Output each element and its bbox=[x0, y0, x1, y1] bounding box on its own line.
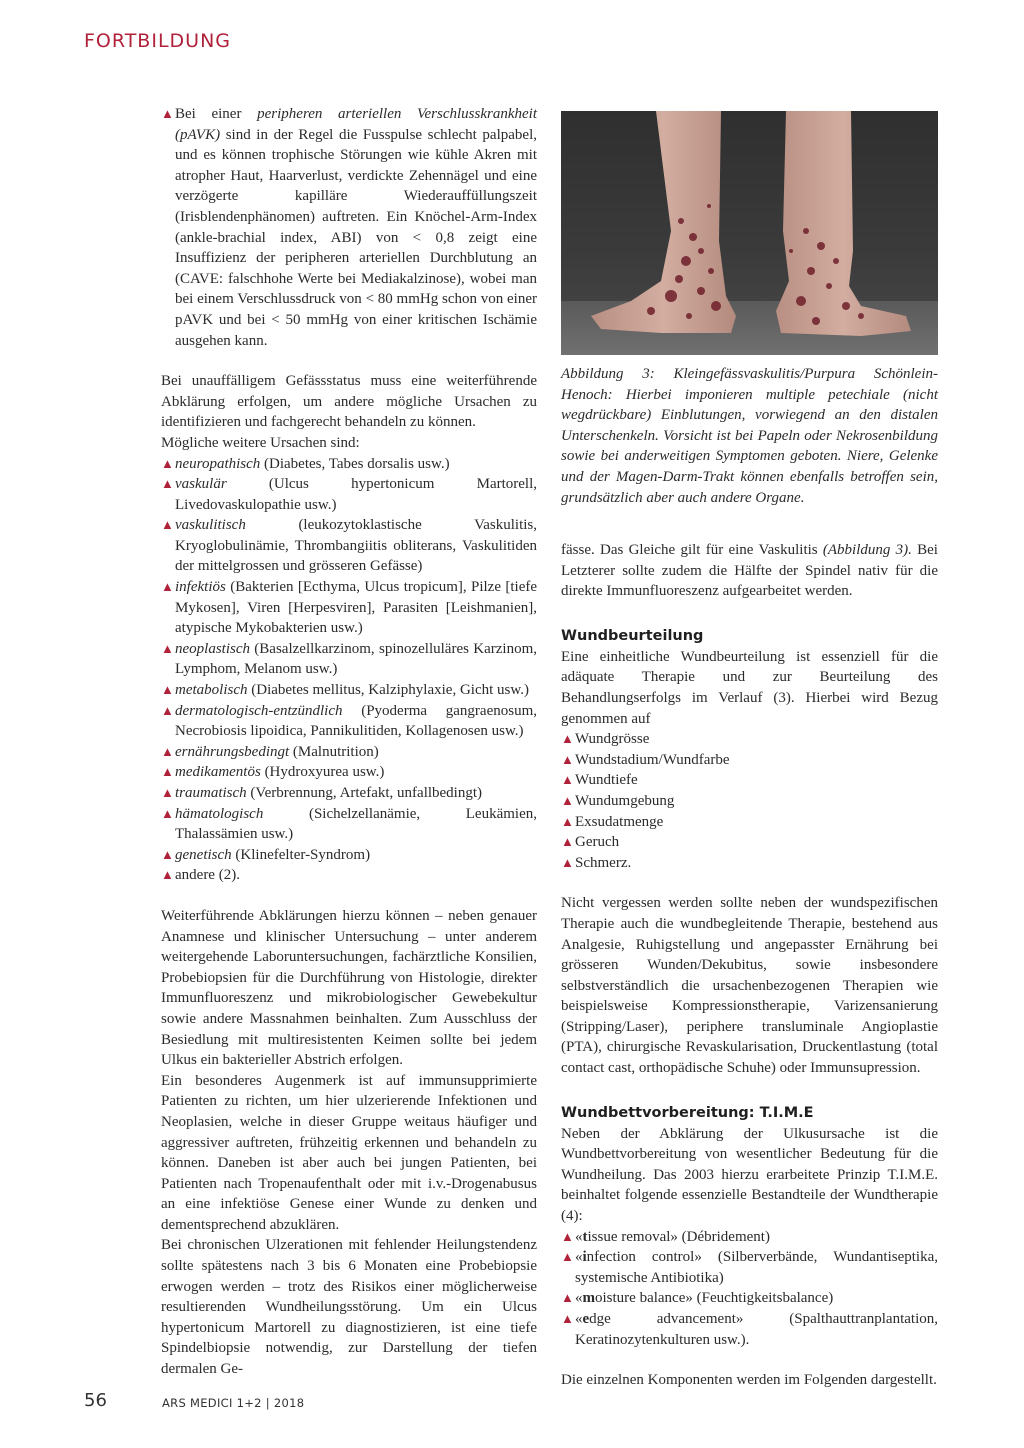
list-item: ▲vaskulitisch (leukozytoklastische Vaskulitis, Kryoglobulinämie, Thrombangiitis obliterans, Vaskulitiden der mittelgrossen und grösseren Gefässe) bbox=[161, 517, 537, 575]
triangle-bullet-icon: ▲ bbox=[161, 640, 174, 656]
triangle-bullet-icon: ▲ bbox=[561, 792, 574, 808]
triangle-bullet-icon: ▲ bbox=[561, 834, 574, 850]
closing-paragraph: Die einzelnen Komponenten werden im Folgenden dargestellt. bbox=[561, 1372, 937, 1389]
list-item: ▲Wundtiefe bbox=[561, 770, 938, 791]
triangle-bullet-icon: ▲ bbox=[161, 106, 174, 121]
heading-wundbeurteilung: Wundbeurteilung bbox=[561, 627, 704, 644]
figure-photo bbox=[561, 111, 938, 355]
triangle-bullet-icon: ▲ bbox=[161, 743, 174, 759]
list-item: ▲Schmerz. bbox=[561, 853, 938, 874]
triangle-bullet-icon: ▲ bbox=[161, 517, 174, 533]
list-item: ▲«tissue removal» (Débridement) bbox=[561, 1227, 938, 1248]
list-item: ▲infektiös (Bakterien [Ecthyma, Ulcus tropicum], Pilze [tiefe Mykosen], Viren [Herpesviren], Parasiten [Leishmanien], atypische Mykobakterien usw.) bbox=[161, 579, 537, 637]
body-paragraph: Bei chronischen Ulzerationen mit fehlender Heilungstendenz sollte spätestens nach 3 bis 6 Monaten eine Probebiopsie erwogen werden – trotz des Risikos einer möglicherweise resultierenden Wundheilungsstörung. Um ein Ulcus hypertonicum Martorell zu diagnostizieren, ist eine tiefe Spindelbiopsie notwendig, zur Darstellung der tiefen dermalen Ge- bbox=[161, 1237, 537, 1378]
right-column bbox=[561, 540, 938, 1391]
list-item: ▲genetisch (Klinefelter-Syndrom) bbox=[161, 845, 537, 866]
body-paragraph: fässe. Das Gleiche gilt für eine Vaskulitis (Abbildung 3). Bei Letzterer sollte zudem die Hälfte der Spindel nativ für die direkte Immunfluoreszenz aufgearbeitet werden. bbox=[561, 542, 938, 600]
triangle-bullet-icon: ▲ bbox=[561, 1311, 574, 1326]
figure-caption: Abbildung 3: Kleingefässvaskulitis/Purpura Schönlein-Henoch: Hierbei imponieren multiple petechiale (nicht wegdrückbare) Einblutungen, vorwiegend an den distalen Unterschenkeln. Vorsicht ist bei Papeln oder Nekrosenbildung sowie bei anderweitigen Symptomen geboten. Niere, Gelenke und der Magen-Darm-Trakt können ebenfalls betroffen sein, grundsätzlich aber auch andere Organe. bbox=[561, 366, 938, 506]
triangle-bullet-icon: ▲ bbox=[561, 854, 574, 870]
triangle-bullet-icon: ▲ bbox=[561, 813, 574, 829]
list-item: ▲neuropathisch (Diabetes, Tabes dorsalis usw.) bbox=[161, 454, 537, 475]
list-item: ▲«infection control» (Silberverbände, Wundantiseptika, systemische Antibiotika) bbox=[561, 1249, 938, 1286]
footer bbox=[84, 1390, 107, 1411]
list-item: ▲medikamentös (Hydroxyurea usw.) bbox=[161, 762, 537, 783]
triangle-bullet-icon: ▲ bbox=[161, 785, 174, 800]
causes-list bbox=[161, 454, 537, 886]
triangle-bullet-icon: ▲ bbox=[161, 846, 174, 862]
triangle-bullet-icon: ▲ bbox=[161, 805, 174, 821]
list-item: ▲«moisture balance» (Feuchtigkeitsbalance) bbox=[561, 1288, 938, 1309]
wound-assessment-list bbox=[561, 729, 938, 873]
triangle-bullet-icon: ▲ bbox=[561, 1228, 574, 1244]
body-paragraph: Neben der Abklärung der Ulkusursache ist die Wundbettvorbereitung von wesentlicher Bedeutung für die Wundheilung. Das 2003 hierzu erarbeitete Prinzip T.I.M.E. beinhaltet folgende essenzielle Bestandteile der Wundtherapie (4): bbox=[561, 1125, 938, 1225]
triangle-bullet-icon: ▲ bbox=[561, 731, 574, 747]
triangle-bullet-icon: ▲ bbox=[561, 772, 574, 788]
list-item: ▲Wundumgebung bbox=[561, 791, 938, 812]
heading-time: Wundbettvorbereitung: T.I.M.E bbox=[561, 1104, 814, 1121]
triangle-bullet-icon: ▲ bbox=[161, 702, 174, 718]
section-header: FORTBILDUNG bbox=[84, 30, 232, 52]
pavk-paragraph: ▲Bei einer peripheren arteriellen Verschlusskrankheit (pAVK) sind in der Regel die Fusspulse schlecht palpabel, und es können trophische Störungen wie kühle Akren mit atropher Haut, Haarverlust, verdickte Zehennägel und eine verzögerte kapilläre Wiederauffüllungszeit (Irisblendenphänomen) auftreten. Ein Knöchel-Arm-Index (ankle-brachial index, ABI) von < 0,8 zeigt eine Insuffizienz der peripheren arteriellen Durchblutung an (CAVE: falschhohe Werte bei Mediakalzinose), wobei man bei einem Verschlussdruck von < 80 mmHg schon von einer pAVK und bei < 50 mmHg von einer kritischen Ischämie ausgehen kann. bbox=[161, 106, 537, 349]
list-item: ▲dermatologisch-entzündlich (Pyoderma gangraenosum, Necrobiosis lipoidica, Pannikulitiden, Kollagenosen usw.) bbox=[161, 702, 537, 740]
list-item: ▲neoplastisch (Basalzellkarzinom, spinozelluläres Karzinom, Lymphom, Melanom usw.) bbox=[161, 640, 537, 678]
triangle-bullet-icon: ▲ bbox=[561, 751, 574, 767]
body-paragraph: Weiterführende Abklärungen hierzu können – neben genauer Anamnese und klinischer Untersuchung – unter anderem weitergehende Laboruntersuchungen, fachärztliche Konsilien, Probebiopsien für die Durchführung von Histologie, direkter Immunfluoreszenz und mikrobiologischer Gewebekultur sowie andere Massnahmen beinhalten. Zum Ausschluss der Besiedlung mit multiresistenten Keimen sollte bei jedem Ulkus ein bakterieller Abstrich erfolgen. bbox=[161, 907, 537, 1069]
body-paragraph: Mögliche weitere Ursachen sind: bbox=[161, 434, 360, 451]
triangle-bullet-icon: ▲ bbox=[161, 682, 174, 698]
list-item: ▲Geruch bbox=[561, 832, 938, 853]
figure-reference: (Abbildung 3). bbox=[822, 542, 912, 558]
left-column bbox=[161, 104, 537, 1380]
list-item: ▲Wundgrösse bbox=[561, 729, 938, 750]
list-item: ▲ernährungsbedingt (Malnutrition) bbox=[161, 742, 537, 763]
triangle-bullet-icon: ▲ bbox=[161, 764, 174, 780]
triangle-bullet-icon: ▲ bbox=[161, 579, 174, 595]
page-number: 56 bbox=[84, 1390, 107, 1411]
body-paragraph: Ein besonderes Augenmerk ist auf immunsupprimierte Patienten zu richten, um hier ulzerierende Infektionen und Neoplasien, welche in dieser Gruppe weitaus häufiger und aggressiver auftreten, frühzeitig erkennen und behandeln zu können. Daneben ist aber auch bei jungen Patienten, bei Patienten nach Tropenaufenthalt oder mit i.v.-Drogenabusus an eine infektiöse Genese einer Wunde zu denken und dementsprechend abzuklären. bbox=[161, 1072, 537, 1233]
time-list bbox=[561, 1227, 938, 1351]
list-item: ▲Exsudatmenge bbox=[561, 812, 938, 833]
list-item: ▲metabolisch (Diabetes mellitus, Kalziphylaxie, Gicht usw.) bbox=[161, 680, 537, 701]
list-item: ▲vaskulär (Ulcus hypertonicum Martorell, Livedovaskulopathie usw.) bbox=[161, 476, 537, 513]
legs-photo-illustration bbox=[561, 111, 938, 355]
list-item: ▲Wundstadium/Wundfarbe bbox=[561, 750, 938, 771]
list-item: ▲traumatisch (Verbrennung, Artefakt, unfallbedingt) bbox=[161, 783, 537, 804]
triangle-bullet-icon: ▲ bbox=[161, 455, 174, 471]
list-item: ▲hämatologisch (Sichelzellanämie, Leukämien, Thalassämien usw.) bbox=[161, 805, 537, 843]
triangle-bullet-icon: ▲ bbox=[161, 867, 174, 883]
list-item: ▲«edge advancement» (Spalthauttranplantation, Keratinozytenkulturen usw.). bbox=[561, 1311, 938, 1348]
body-paragraph: Nicht vergessen werden sollte neben der wundspezifischen Therapie auch die wundbegleitende Therapie, bestehend aus Analgesie, Ruhigstellung und angepasster Ernährung bei grösseren Wunden/Dekubitus, sowie insbesondere selbstverständlich die ursachenbezogenen Therapien wie beispielsweise Kompressionstherapie, Varizensanierung (Stripping/Laser), periphere transluminale Angioplastie (PTA), chirurgische Revaskularisation, Druckentlastung (total contact cast, orthopädische Schuhe) oder Immunsupression. bbox=[561, 895, 938, 1077]
triangle-bullet-icon: ▲ bbox=[561, 1249, 574, 1265]
journal-name: ARS MEDICI 1+2 | 2018 bbox=[162, 1396, 305, 1410]
triangle-bullet-icon: ▲ bbox=[161, 476, 174, 492]
triangle-bullet-icon: ▲ bbox=[561, 1290, 574, 1306]
list-item: ▲andere (2). bbox=[161, 865, 537, 886]
body-paragraph: Eine einheitliche Wundbeurteilung ist essenziell für die adäquate Therapie und zur Beurteilung des Behandlungserfolgs im Verlauf (3). Hierbei wird Bezug genommen auf bbox=[561, 648, 938, 727]
body-paragraph: Bei unauffälligem Gefässstatus muss eine weiterführende Abklärung erfolgen, um andere mögliche Ursachen zu identifizieren und fachgerecht behandeln zu können. bbox=[161, 373, 537, 431]
